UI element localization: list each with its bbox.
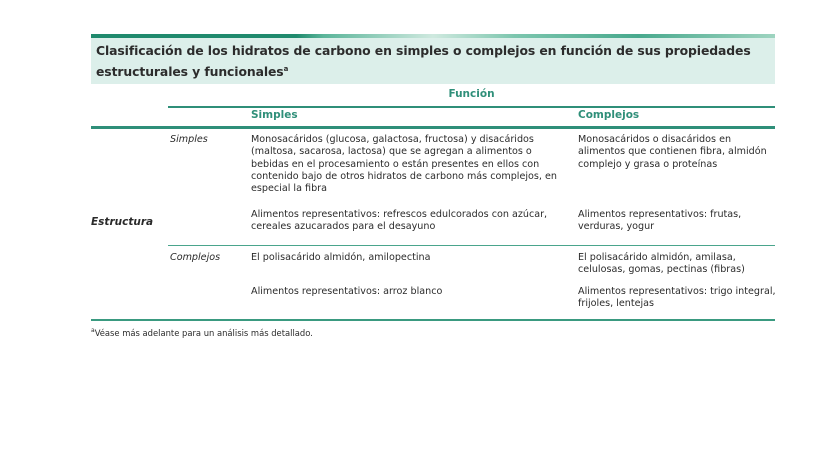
table-title <box>96 42 751 81</box>
row-label-complejos: Complejos <box>170 252 221 263</box>
title-footnote-marker: a <box>283 65 289 73</box>
cell-complejos-complejos-examples: Alimentos representativos: trigo integral, frijoles, lentejas <box>578 286 776 310</box>
row-label-simples: Simples <box>170 134 208 145</box>
footnote-marker: a <box>91 327 95 334</box>
header-divider <box>91 126 775 129</box>
cell-complejos-simples-examples: Alimentos representativos: arroz blanco <box>251 286 443 297</box>
cell-simples-complejos-description: Monosacáridos o disacáridos en alimentos que contienen fibra, almidón complejo y grasa o proteínas <box>578 134 767 170</box>
function-header: Función <box>448 88 495 100</box>
cell-complejos-simples-description: El polisacárido almidón, amilopectina <box>251 252 431 263</box>
decorative-stripe <box>91 34 775 38</box>
carbohydrate-classification-table <box>91 34 776 338</box>
cell-simples-simples-examples: Alimentos representativos: refrescos edulcorados con azúcar, cereales azucarados para el desayuno <box>251 209 548 233</box>
function-header-row <box>168 86 775 106</box>
column-header-simples: Simples <box>251 109 298 121</box>
cell-complejos-complejos-description: El polisacárido almidón, amilasa, celulosas, gomas, pectinas (fibras) <box>578 252 745 276</box>
row-divider <box>168 245 775 246</box>
cell-simples-simples-description: Monosacáridos (glucosa, galactosa, fructosa) y disacáridos (maltosa, sacarosa, lactosa) que se agregan a alimentos o bebidas en el procesamiento o están presentes en ellos con contenido bajo de otros hidratos de carbono más complejos, en especial la fibra <box>251 134 557 195</box>
table-footnote <box>91 327 313 338</box>
row-group-label-estructura: Estructura <box>91 216 154 228</box>
title-line-1: Clasificación de los hidratos de carbono en simples o complejos en función de sus propiedades <box>96 43 751 58</box>
footnote-text: Véase más adelante para un análisis más detallado. <box>94 327 313 338</box>
column-header-complejos: Complejos <box>578 109 640 121</box>
function-underline <box>168 106 775 108</box>
cell-simples-complejos-examples: Alimentos representativos: frutas, verduras, yogur <box>578 209 742 233</box>
title-line-2: estructurales y funcionales <box>96 64 284 80</box>
table-bottom-rule <box>91 319 775 321</box>
table-title-band <box>91 34 775 84</box>
